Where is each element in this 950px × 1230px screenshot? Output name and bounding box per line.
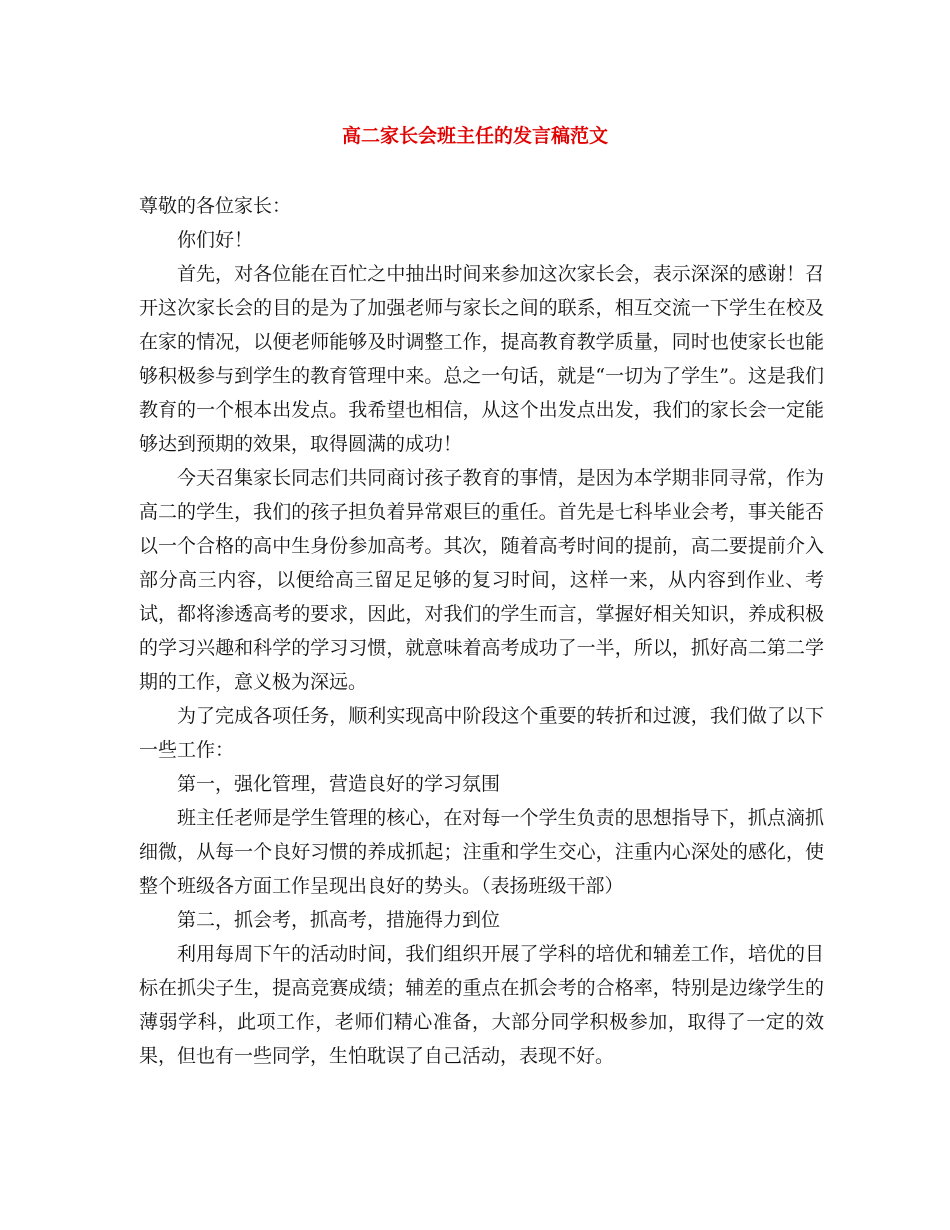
document-title: 高二家长会班主任的发言稿范文 [341, 125, 608, 147]
semester-paragraph: 今天召集家长同志们共同商讨孩子教育的事情，是因为本学期非同寻常，作为高二的学生，我们的孩子担负着异常艰巨的重任。首先是七科毕业会考，事关能否以一个合格的高中生身份参加高考。其次，随着高考时间的提前，高二要提前介入部分高三内容，以便给高三留足足够的复习时间，这样一来，从内容到作业、考试，都将渗透高考的要求，因此，对我们的学生而言，掌握好相关知识，养成积极的学习兴趣和科学的学习习惯，就意味着高考成功了一半，所以，抓好高二第二学期的工作，意义极为深远。 [139, 467, 824, 693]
exam-paragraph: 利用每周下午的活动时间，我们组织开展了学科的培优和辅差工作，培优的目标在抓尖子生，提高竞赛成绩；辅差的重点在抓会考的合格率，特别是边缘学生的薄弱学科，此项工作，老师们精心准备，大部分同学积极参加，取得了一定的效果，但也有一些同学，生怕耽误了自己活动，表现不好。 [139, 943, 824, 1067]
document-body [139, 189, 824, 1073]
greeting-paragraph: 你们好！ [177, 229, 254, 251]
section-heading-second: 第二，抓会考，抓高考，措施得力到位 [177, 909, 501, 931]
intro-paragraph: 首先，对各位能在百忙之中抽出时间来参加这次家长会，表示深深的感谢！召开这次家长会的目的是为了加强老师与家长之间的联系，相互交流一下学生在校及在家的情况，以便老师能够及时调整工作，提高教育教学质量，同时也使家长也能够积极参与到学生的教育管理中来。总之一句话，就是“一切为了学生”。这是我们教育的一个根本出发点。我希望也相信，从这个出发点出发，我们的家长会一定能够达到预期的效果，取得圆满的成功！ [139, 263, 824, 455]
work-intro-paragraph: 为了完成各项任务，顺利实现高中阶段这个重要的转折和过渡，我们做了以下一些工作： [139, 705, 824, 761]
management-paragraph: 班主任老师是学生管理的核心，在对每一个学生负责的思想指导下，抓点滴抓细微，从每一个良好习惯的养成抓起；注重和学生交心，注重内心深处的感化，使整个班级各方面工作呈现出良好的势头。（表扬班级干部） [139, 807, 824, 897]
section-heading-first: 第一，强化管理，营造良好的学习氛围 [177, 773, 501, 795]
salutation: 尊敬的各位家长： [139, 195, 292, 217]
